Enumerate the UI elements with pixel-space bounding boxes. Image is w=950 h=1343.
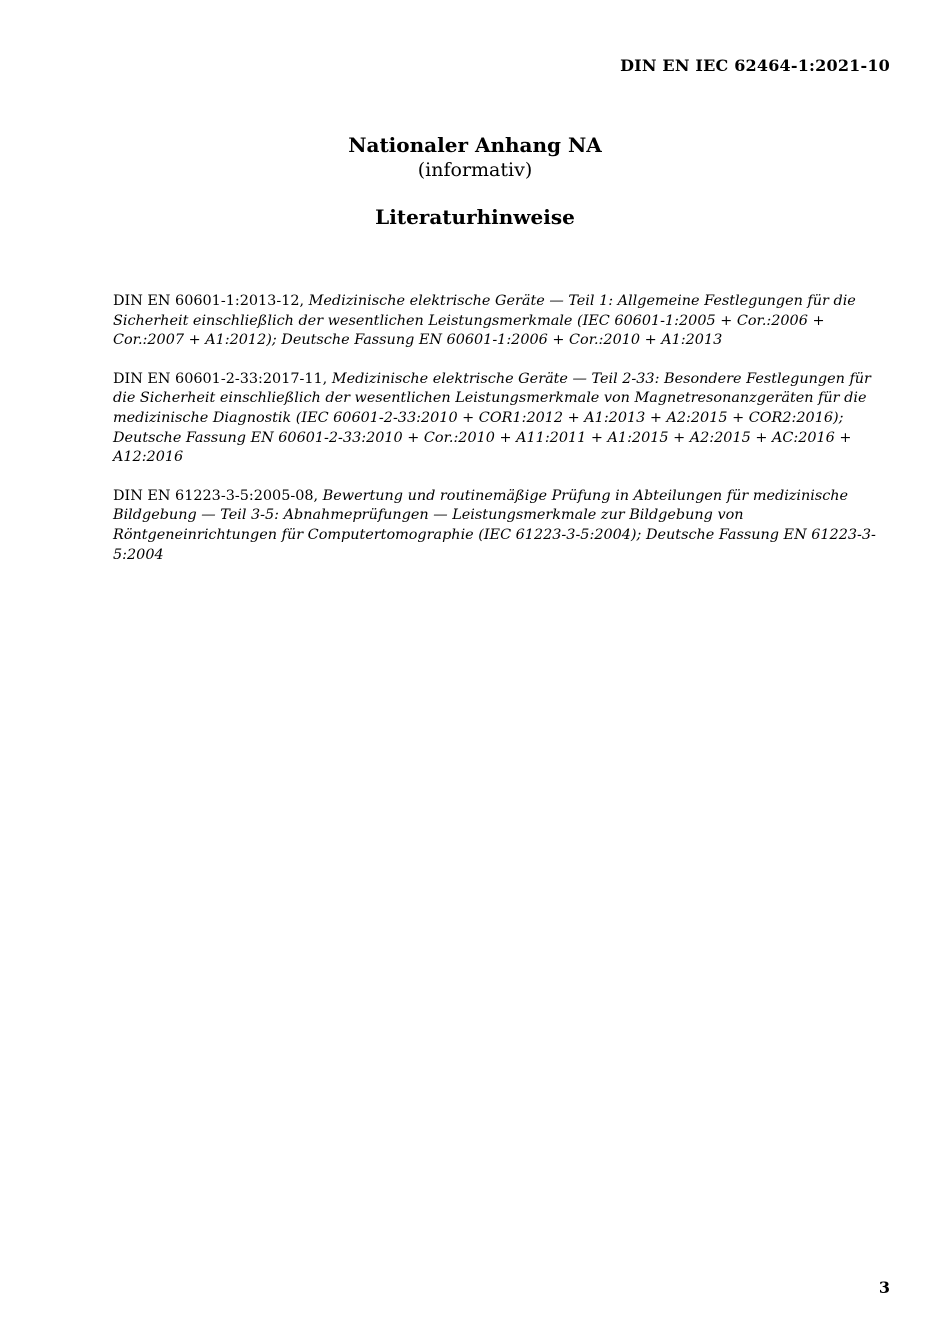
reference-designation: DIN EN 60601-1:2013-12,	[113, 293, 309, 309]
reference-designation: DIN EN 61223-3-5:2005-08,	[113, 487, 323, 504]
reference-title: Medizinische elektrische Geräte — Teil 2-33: Besondere Festlegungen für die Sicherheit einschließlich der wesentlichen Leistungsmerkmale von Magnetresonanzgeräten für die medizinische Diagnostik (IEC 60601-2-33:2010 + COR1:2012 + A1:2013 + A2:2015 + COR2:2016); Deutsche Fassung EN 60601-2-33:2010 + Cor.:2010 + A11:2011 + A1:2015 + A2:2015 + AC:2016 + A12:2016	[113, 370, 871, 466]
annex-heading	[0, 132, 950, 230]
reference-item	[113, 370, 893, 468]
reference-title: Medizinische elektrische Geräte — Teil 1: Allgemeine Festlegungen für die Sicherheit einschließlich der wesentlichen Leistungsmerkmale (IEC 60601-1:2005 + Cor.:2006 + Cor.:2007 + A1:2012); Deutsche Fassung EN 60601-1:2006 + Cor.:2010 + A1:2013	[113, 293, 856, 349]
reference-title: Bewertung und routinemäßige Prüfung in Abteilungen für medizinische Bildgebung — Teil 3-5: Abnahmeprüfungen — Leistungsmerkmale zur Bildgebung von Röntgeneinrichtungen für Computertomographie (IEC 61223-3-5:2004); Deutsche Fassung EN 61223-3-5:2004	[113, 487, 876, 563]
reference-designation: DIN EN 60601-2-33:2017-11,	[113, 370, 332, 387]
section-title: Literaturhinweise	[375, 205, 575, 229]
document-id: DIN EN IEC 62464-1:2021-10	[620, 56, 890, 75]
reference-item	[113, 292, 893, 351]
annex-title: Nationaler Anhang NA	[348, 133, 602, 157]
page-number: 3	[878, 1278, 890, 1297]
reference-item	[113, 487, 893, 565]
reference-list	[113, 292, 893, 584]
annex-subtitle: (informativ)	[417, 159, 533, 181]
